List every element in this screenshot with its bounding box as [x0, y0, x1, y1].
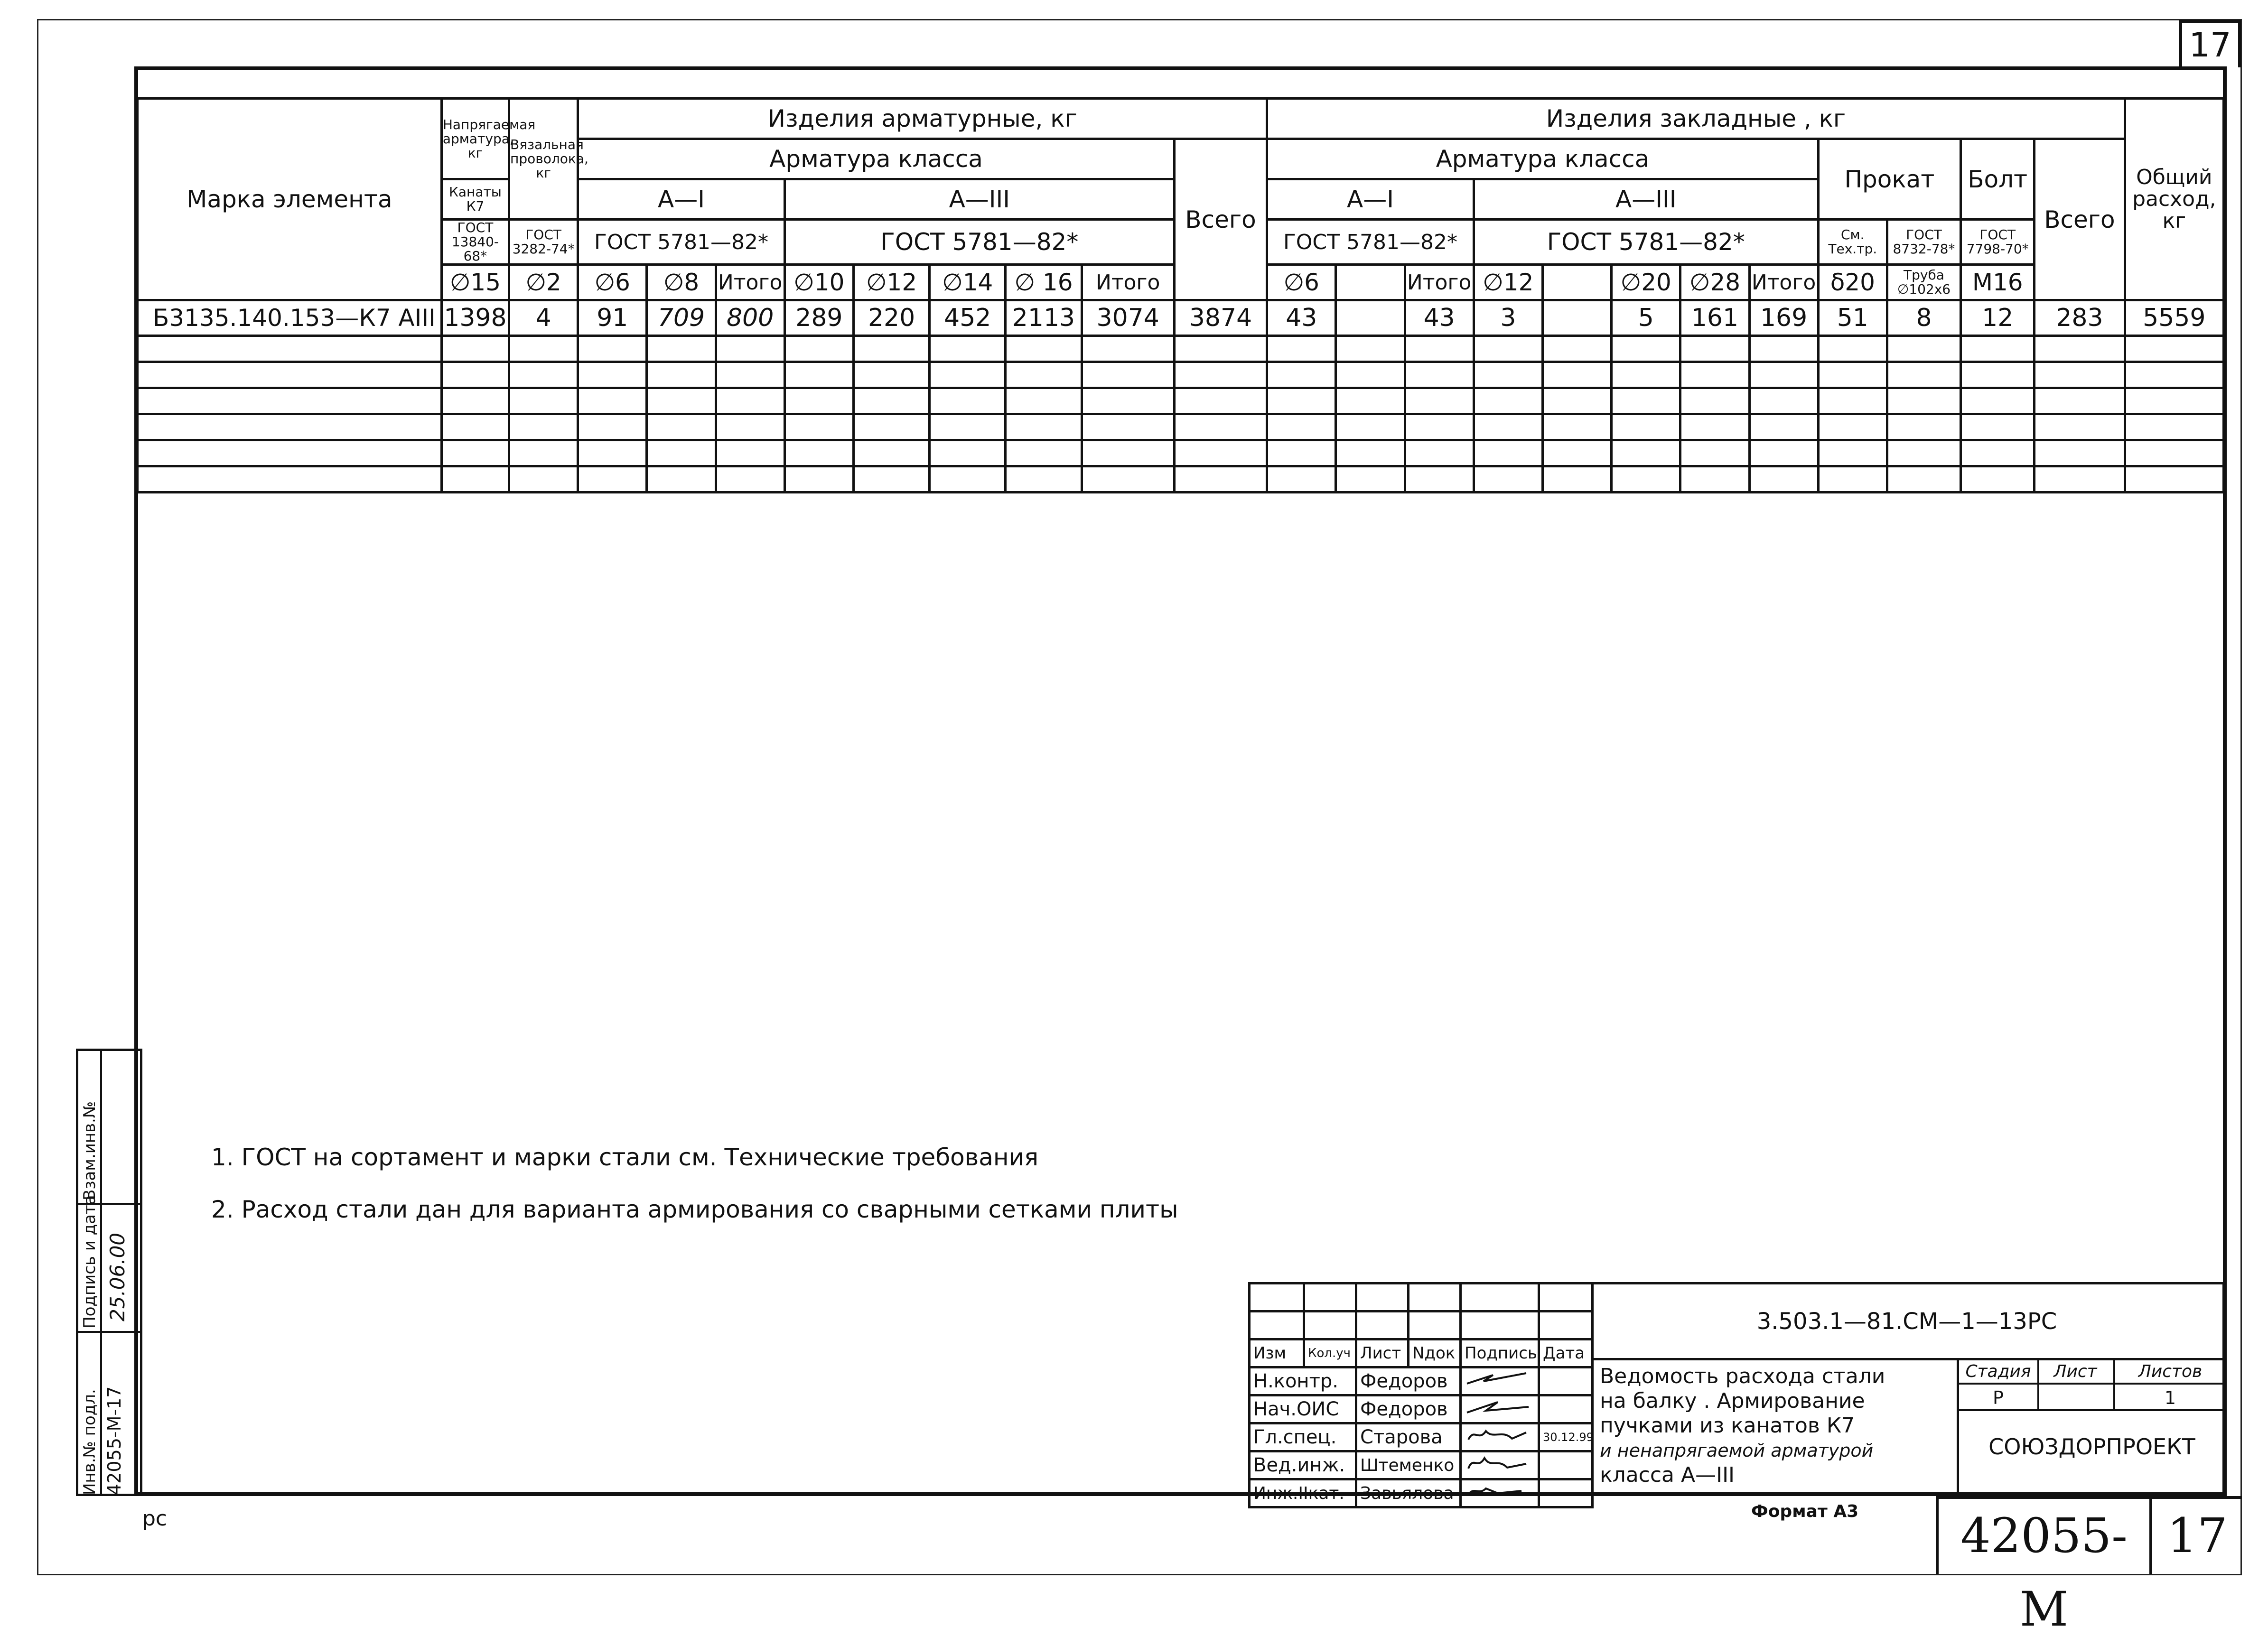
value-cell: 8	[1887, 300, 1960, 336]
format-label: Формат А3	[1751, 1502, 1859, 1521]
row-mark: Б3135.140.153—К7 АIII	[138, 300, 442, 336]
role-1: Н.контр.	[1250, 1367, 1356, 1395]
date-5	[1539, 1479, 1593, 1507]
title-block-main	[1591, 1282, 2225, 1496]
replace-inv-label: Взам.инв.№	[80, 1101, 99, 1200]
ropes-header: Канаты К7	[441, 179, 509, 220]
note-2: 2. Расход стали дан для варианта армирования со сварными сетками плиты	[211, 1196, 1178, 1223]
role-2: Нач.ОИС	[1250, 1395, 1356, 1423]
doc-title	[1600, 1364, 1951, 1488]
date-4	[1539, 1451, 1593, 1479]
empty-row	[138, 414, 2224, 440]
empty-row	[138, 336, 2224, 362]
rolled-gost-1: См. Тех.тр.	[1818, 220, 1887, 265]
overall-header: Общий расход, кг	[2125, 99, 2223, 300]
value-cell: 12	[1961, 300, 2035, 336]
sheet-number-bottom: 17	[2167, 1508, 2228, 1563]
value-cell: 4	[509, 300, 578, 336]
subtotal-3: Итого	[1405, 265, 1474, 300]
empty-head-cell-1	[1336, 265, 1405, 300]
diam-16: ∅ 16	[1006, 265, 1082, 300]
left-mark: рс	[142, 1507, 168, 1531]
value-cell	[1336, 300, 1405, 336]
wire-header: Вязальная проволока, кг	[509, 99, 578, 220]
signature-2	[1461, 1395, 1539, 1423]
rolled-gost-2: ГОСТ 8732-78*	[1887, 220, 1960, 265]
col-mark-header: Марка элемента	[138, 99, 442, 300]
empty-row	[138, 388, 2224, 414]
diam-6-emb: ∅6	[1267, 265, 1336, 300]
date-3: 30.12.99	[1539, 1423, 1593, 1451]
tb-head-date: Дата	[1539, 1339, 1593, 1367]
gost-a1-1: ГОСТ 5781—82*	[578, 220, 785, 265]
organization: СОЮЗДОРПРОЕКТ	[1988, 1434, 2195, 1460]
class-a3-header-2: А—III	[1474, 179, 1818, 220]
thickness-20: δ20	[1818, 265, 1887, 300]
archive-number: 42055-М	[1939, 1499, 2152, 1574]
diam-2: ∅2	[509, 265, 578, 300]
rebar-products-header: Изделия арматурные, кг	[578, 99, 1267, 139]
table-row	[138, 300, 2224, 336]
name-1: Федоров	[1356, 1367, 1461, 1395]
sign-date-label: Подпись и дата	[80, 1195, 99, 1329]
value-cell: 2113	[1006, 300, 1082, 336]
diam-12-emb: ∅12	[1474, 265, 1542, 300]
value-cell: 283	[2035, 300, 2125, 336]
gost-a3-2: ГОСТ 5781—82*	[1474, 220, 1818, 265]
value-cell: 43	[1267, 300, 1336, 336]
title-line-3: пучками из канатов К7	[1600, 1414, 1855, 1438]
signature-3	[1461, 1423, 1539, 1451]
name-2: Федоров	[1356, 1395, 1461, 1423]
value-cell: 3	[1474, 300, 1542, 336]
value-cell: 3074	[1082, 300, 1174, 336]
bolt-m16: М16	[1961, 265, 2035, 300]
prestressed-header: Напрягаемая арматура, кг	[441, 99, 509, 179]
gost-ropes: ГОСТ 13840-68*	[441, 220, 509, 265]
inv-orig-value: 42055-М-17	[104, 1386, 125, 1495]
value-cell: 43	[1405, 300, 1474, 336]
value-cell: 91	[578, 300, 647, 336]
sign-date-value: 25.06.00	[106, 1232, 129, 1321]
empty-row	[138, 466, 2224, 493]
sheets-label: Листов	[2138, 1362, 2203, 1381]
bolt-gost: ГОСТ 7798-70*	[1961, 220, 2035, 265]
gost-a1-2: ГОСТ 5781—82*	[1267, 220, 1474, 265]
note-1: 1. ГОСТ на сортамент и марки стали см. Технические требования	[211, 1144, 1039, 1171]
signature-4	[1461, 1451, 1539, 1479]
title-line-4: и ненапрягаемой арматурой	[1600, 1440, 1874, 1461]
class-a3-header-1: А—III	[784, 179, 1174, 220]
sheet-number-top: 17	[2179, 20, 2241, 67]
value-cell: 289	[784, 300, 853, 336]
value-cell: 169	[1749, 300, 1818, 336]
diam-15: ∅15	[441, 265, 509, 300]
value-cell	[1542, 300, 1611, 336]
role-3: Гл.спец.	[1250, 1423, 1356, 1451]
doc-code: 3.503.1—81.СМ—1—13РС	[1591, 1284, 2222, 1360]
role-4: Вед.инж.	[1250, 1451, 1356, 1479]
tb-head-izm: Изм	[1250, 1339, 1304, 1367]
subtotal-1: Итого	[716, 265, 784, 300]
empty-row	[138, 440, 2224, 466]
empty-row	[138, 362, 2224, 388]
role-5: Инж.IIкат.	[1250, 1479, 1356, 1507]
rebar-class-header-1: Арматура класса	[578, 139, 1175, 179]
sheet-label: Лист	[2053, 1362, 2097, 1381]
title-line-5: класса А—III	[1600, 1463, 1735, 1487]
rebar-class-header-2: Арматура класса	[1267, 139, 1819, 179]
steel-consumption-table	[136, 97, 2225, 493]
diam-20: ∅20	[1612, 265, 1680, 300]
value-cell: 51	[1818, 300, 1887, 336]
embedded-products-header: Изделия закладные , кг	[1267, 99, 2125, 139]
title-block-signatures	[1248, 1282, 1594, 1508]
tb-head-ndok: Nдок	[1409, 1339, 1461, 1367]
sheets-value: 1	[2164, 1387, 2176, 1408]
class-a1-header-1: А—I	[578, 179, 785, 220]
value-cell: 452	[930, 300, 1006, 336]
tb-head-kol: Кол.уч	[1304, 1339, 1356, 1367]
empty-head-cell-2	[1542, 265, 1611, 300]
class-a1-header-2: А—I	[1267, 179, 1474, 220]
diam-6: ∅6	[578, 265, 647, 300]
inv-orig-label: Инв.№ подл.	[80, 1389, 99, 1495]
diam-14: ∅14	[930, 265, 1006, 300]
total-header-1: Всего	[1174, 139, 1267, 300]
gost-wire: ГОСТ 3282-74*	[509, 220, 578, 265]
value-cell: 5	[1612, 300, 1680, 336]
name-3: Старова	[1356, 1423, 1461, 1451]
tb-head-list: Лист	[1356, 1339, 1409, 1367]
value-cell: 220	[853, 300, 929, 336]
stage-label: Стадия	[1965, 1362, 2031, 1381]
diam-8: ∅8	[647, 265, 716, 300]
date-1	[1539, 1367, 1593, 1395]
value-cell: 1398	[441, 300, 509, 336]
title-line-1: Ведомость расхода стали	[1600, 1364, 1885, 1388]
diam-10: ∅10	[784, 265, 853, 300]
value-cell: 5559	[2125, 300, 2223, 336]
value-cell: 709	[647, 300, 716, 336]
signature-1	[1461, 1367, 1539, 1395]
subtotal-2: Итого	[1082, 265, 1174, 300]
name-4: Штеменко	[1356, 1451, 1461, 1479]
tb-head-sign: Подпись	[1461, 1339, 1539, 1367]
signature-5	[1461, 1479, 1539, 1507]
name-5: Завьялова	[1356, 1479, 1461, 1507]
stage-value: Р	[1993, 1387, 2004, 1408]
diam-12: ∅12	[853, 265, 929, 300]
side-stamp	[76, 1049, 142, 1496]
value-cell: 3874	[1174, 300, 1267, 336]
title-line-2: на балку . Армирование	[1600, 1389, 1865, 1413]
pipe-header: Труба ∅102х6	[1887, 265, 1960, 300]
value-cell: 161	[1680, 300, 1749, 336]
value-cell: 800	[716, 300, 784, 336]
rolled-header: Прокат	[1818, 139, 1960, 220]
total-header-2: Всего	[2035, 139, 2125, 300]
gost-a3-1: ГОСТ 5781—82*	[784, 220, 1174, 265]
date-2	[1539, 1395, 1593, 1423]
bolt-header: Болт	[1961, 139, 2035, 220]
archive-number-box	[1936, 1496, 2242, 1637]
diam-28: ∅28	[1680, 265, 1749, 300]
subtotal-4: Итого	[1749, 265, 1818, 300]
